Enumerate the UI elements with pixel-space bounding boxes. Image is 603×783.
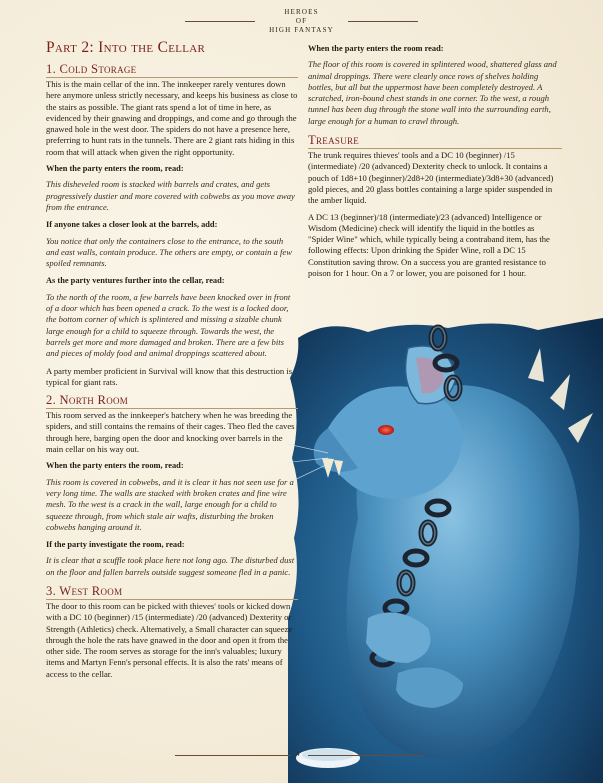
header-line-2: OF (295, 17, 308, 25)
west-room-body: The door to this room can be picked with thieves' tools or kicked down with a DC 10 (beginner) /15 (intermediate) /20 (advanced) Dexterity or Strength (Athletics) check. Alternatively, a Small character can squeeze through the hole the rats have gnawed in the door and open it from the other side. The room serves as storage for the inn's valuables; luxury items and Martyn Fenn's personal effects. It is also the rats' means of access to the cellar. (46, 600, 293, 679)
cold-storage-readaloud-1: This disheveled room is stacked with barrels and crates, and gets progressively dustier and more covered with cobwebs as you move away from the entrance. (46, 179, 295, 212)
right-column (308, 43, 562, 284)
cold-storage-body-2: A party member proficient in Survival will know that this destruction is typical for giant rats. (46, 365, 293, 387)
cold-storage-lead-2: If anyone takes a closer look at the barrels, add: (46, 220, 218, 230)
section-heading-cold-storage: 1. Cold Storage (46, 62, 298, 78)
treasure-paragraph-1: The trunk requires thieves' tools and a DC 10 (beginner) /15 (intermediate) /20 (advanced) Dexterity check to unlock. It contains a pouch of 1d8+10 (beginner)/2d8+20 (intermediate)/3d8+30 (advanced) gold pieces, and 20 glass bottles containing a large spider suspended in the amber liquid. (308, 150, 554, 206)
treasure-paragraph-2: A DC 13 (beginner)/18 (intermediate)/23 (advanced) Intelligence or Wisdom (Medicine) check will identify the liquid in the bottles as "Spider Wine" which, while typically being a contraband item, has the following effects: Upon drinking the Spider Wine, roll a DC 15 Constitution saving throw. On a success you are granted resistance to poison for 1 hour. On a 7 or lower, you are poisoned for 1 hour. (308, 211, 550, 279)
header-line-1: HEROES (284, 8, 319, 16)
cold-storage-readaloud-2: You notice that only the containers close to the entrance, to the south and east walls, contain produce. The others are empty, or contain a few spoiled remnants. (46, 235, 292, 269)
cold-storage-lead-1: When the party enters the room, read: (46, 164, 184, 174)
giant-rat-illustration (288, 318, 603, 783)
header-line-3: HIGH FANTASY (269, 26, 334, 34)
page-title: Part 2: Into the Cellar (46, 39, 206, 56)
cold-storage-lead-3: As the party ventures further into the cellar, read: (46, 276, 225, 286)
page-number: 4 (296, 750, 300, 758)
header-rule-left (185, 21, 255, 22)
north-room-lead-1: When the party enters the room, read: (46, 461, 184, 471)
west-room-lead-1: When the party enters the room read: (308, 44, 444, 53)
north-room-readaloud-1: This room is covered in cobwebs, and it is clear it has not seen use for a very long time. The walls are stacked with broken crates and fine wire mesh. To the west is a crack in the wall, large enough for a child to squeeze through, from which stale air wafts, disturbing the broken cobwebs hanging around it. (46, 476, 294, 532)
header-rule-right (348, 21, 418, 22)
west-room-readaloud-1: The floor of this room is covered in splintered wood, shattered glass and animal droppings. There were clearly once rows of shelves holding bottles, but all but the uppermost have been completely destroyed. A scratched, iron-bound chest stands in one corner. To the west, a rough tunnel has been dug through the stone wall into the surrounding earth, large enough for a human to crawl through. (308, 59, 557, 126)
north-room-readaloud-2: It is clear that a scuffle took place here not long ago. The disturbed dust on the floor and fallen barrels outside suggest someone fled in a panic. (46, 555, 295, 577)
footer-rule-right (308, 755, 423, 756)
north-room-lead-2: If the party investigate the room, read: (46, 540, 185, 550)
footer-rule-left (175, 755, 290, 756)
cold-storage-body: This is the main cellar of the inn. The innkeeper rarely ventures down here anymore unless strictly necessary, and keeps his business as close to the stairs as possible. The giant rats spend a lot of time in here, as evidenced by their gnawing and droppings, and come and go through the gnawed hole in the west door. The spiders do not have a presence here, preferring to hunt rats in the tunnels. There are 2 giant rats hiding in this room that will attack when given the right opportunity. (46, 79, 298, 157)
section-heading-north-room: 2. North Room (46, 393, 298, 409)
section-heading-treasure: Treasure (308, 133, 562, 149)
running-header (0, 8, 603, 35)
left-column (46, 39, 298, 685)
cold-storage-readaloud-3: To the north of the room, a few barrels have been knocked over in front of a door which has been opened a crack. To the west is a locked door, the bottom corner of which is splintered and missing a sizable chunk large enough for a child to squeeze through. Towards the west, the barrels get more and more damaged and broken. There are a few bits and pieces of moldy food and animal droppings scattered about. (46, 291, 291, 359)
north-room-body: This room served as the innkeeper's hatchery when he was breeding the spiders, and still contains the remains of their cages. Theo fled the caves through here, barging open the door and knocking over barrels in the main cellar on his way out. (46, 410, 295, 455)
section-heading-west-room: 3. West Room (46, 584, 298, 600)
